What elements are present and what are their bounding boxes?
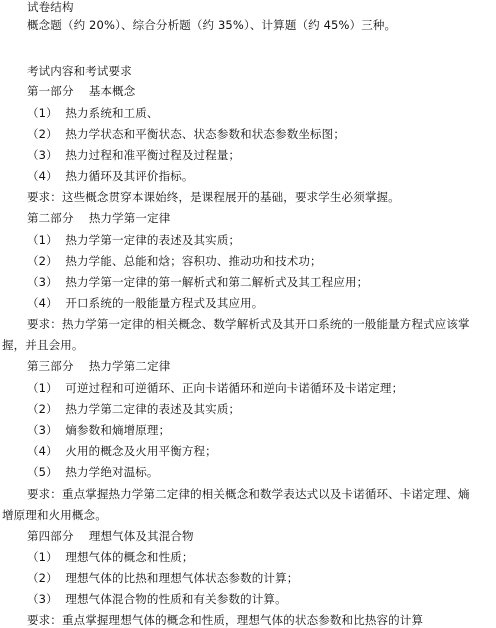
list-item: （1） 热力系统和工质、: [27, 106, 159, 120]
section-heading-paper-structure: 试卷结构: [27, 0, 74, 14]
list-item: （2） 热力学能、总能和焓；容积功、推动功和技术功；: [27, 254, 322, 268]
part-heading-4: 第四部分 理想气体及其混合物: [27, 529, 194, 543]
list-item: （1） 理想气体的概念和性质；: [27, 550, 194, 564]
list-item: （4） 热力循环及其评价指标。: [27, 169, 194, 183]
list-item: （3） 热力学第一定律的第一解析式和第二解析式及其工程应用；: [27, 275, 369, 289]
list-item: （1） 热力学第一定律的表述及其实质；: [27, 233, 241, 247]
requirement-paragraph-2: 要求：热力学第一定律的相关概念、数学解析式及其开口系统的一般能量方程式应该掌: [27, 317, 470, 331]
list-item: （2） 热力学状态和平衡状态、状态参数和状态参数坐标图；: [27, 127, 345, 141]
requirement-paragraph-1: 要求：这些概念贯穿本课始终，是课程展开的基础，要求学生必须掌握。: [27, 190, 400, 204]
requirement-paragraph-2-continued: 握，并且会用。: [2, 338, 84, 352]
list-item: （4） 开口系统的一般能量方程式及其应用。: [27, 296, 264, 310]
list-item: （3） 熵参数和熵增原理；: [27, 423, 171, 437]
list-item: （1） 可逆过程和可逆循环、正向卡诺循环和逆向卡诺循环及卡诺定理；: [27, 381, 404, 395]
part-heading-2: 第二部分 热力学第一定律: [27, 211, 171, 225]
section-heading-exam-content: 考试内容和考试要求: [27, 64, 132, 78]
part-heading-3: 第三部分 热力学第二定律: [27, 359, 171, 373]
list-item: （5） 热力学绝对温标。: [27, 465, 159, 479]
paragraph-question-types: 概念题（约 20%）、综合分析题（约 35%）、计算题（约 45%）三种。: [27, 18, 397, 32]
part-heading-1: 第一部分 基本概念: [27, 84, 136, 98]
list-item: （3） 理想气体混合物的性质和有关参数的计算。: [27, 592, 287, 606]
list-item: （2） 热力学第二定律的表述及其实质；: [27, 402, 241, 416]
requirement-paragraph-3: 要求：重点掌握热力学第二定律的相关概念和数学表达式以及卡诺循环、卡诺定理、熵: [27, 487, 470, 501]
requirement-paragraph-3-continued: 增原理和火用概念。: [2, 508, 107, 522]
requirement-paragraph-4: 要求：重点掌握理想气体的概念和性质，理想气体的状态参数和比热容的计算: [27, 613, 424, 627]
list-item: （4） 火用的概念及火用平衡方程；: [27, 444, 217, 458]
list-item: （3） 热力过程和准平衡过程及过程量；: [27, 148, 241, 162]
list-item: （2） 理想气体的比热和理想气体状态参数的计算；: [27, 571, 299, 585]
